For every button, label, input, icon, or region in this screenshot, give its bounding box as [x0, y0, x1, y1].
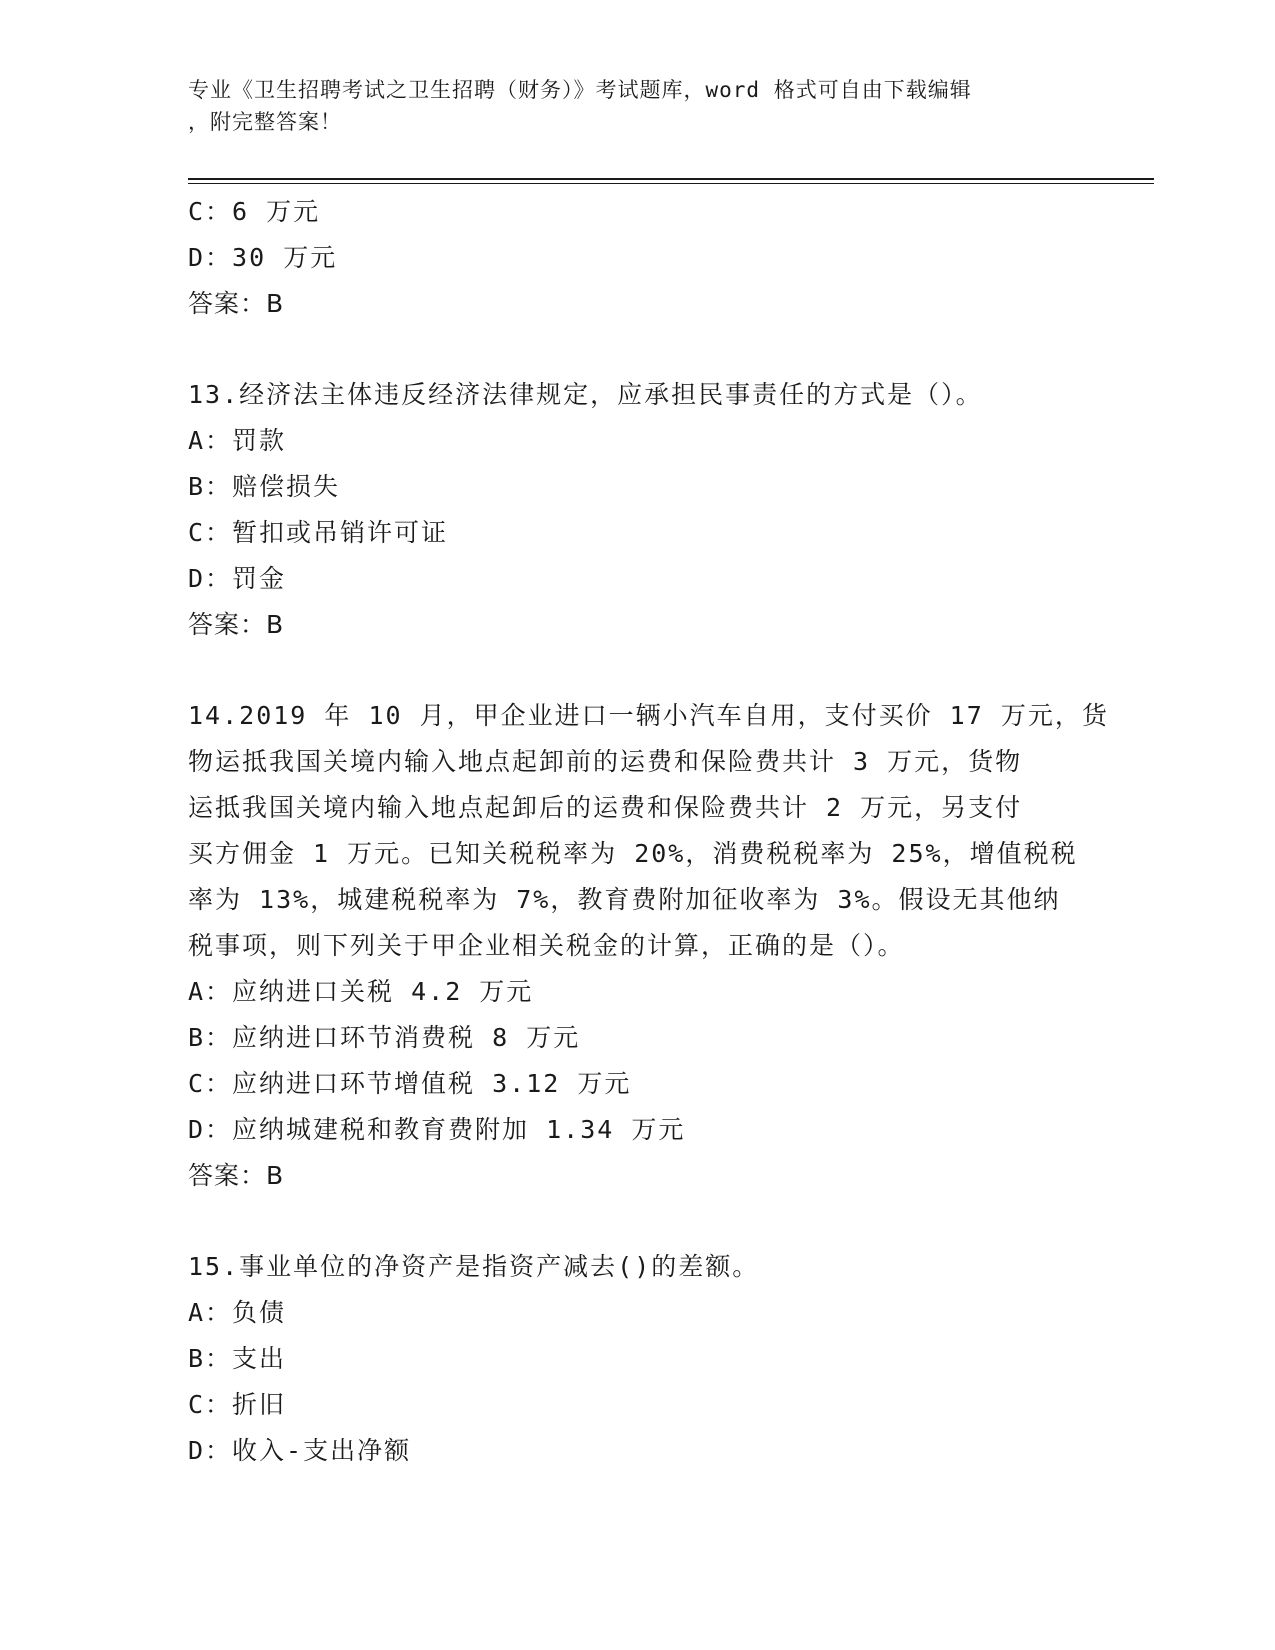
- question-13: [188, 372, 1088, 648]
- question-12-tail: [188, 189, 1088, 327]
- q14-stem-line-3: 运抵我国关境内输入地点起卸后的运费和保险费共计 2 万元，另支付: [188, 793, 1023, 822]
- header-line-1: 专业《卫生招聘考试之卫生招聘（财务）》考试题库，word 格式可自由下载编辑: [188, 78, 972, 102]
- q14-option-d: D：应纳城建税和教育费附加 1.34 万元: [188, 1115, 686, 1144]
- q13-option-b: B：赔偿损失: [188, 472, 341, 501]
- q14-answer: 答案：B: [188, 1161, 285, 1190]
- header-line-2: ，附完整答案！: [188, 110, 342, 134]
- q14-option-c: C：应纳进口环节增值税 3.12 万元: [188, 1069, 632, 1098]
- q15-option-b: B：支出: [188, 1344, 287, 1373]
- q14-option-b: B：应纳进口环节消费税 8 万元: [188, 1023, 581, 1052]
- spacer: [188, 327, 1088, 372]
- spacer: [188, 1199, 1088, 1244]
- question-14: [188, 693, 1109, 1199]
- q14-stem-line-4: 买方佣金 1 万元。已知关税税率为 20%，消费税税率为 25%，增值税税: [188, 839, 1078, 868]
- q13-option-d: D：罚金: [188, 564, 287, 593]
- q14-stem-line-6: 税事项，则下列关于甲企业相关税金的计算，正确的是（）。: [188, 931, 905, 960]
- header-rule-thin: [188, 183, 1154, 184]
- q15-option-c: C：折旧: [188, 1390, 287, 1419]
- q13-option-a: A：罚款: [188, 426, 287, 455]
- q13-answer: 答案：B: [188, 610, 285, 639]
- q15-option-a: A：负债: [188, 1298, 287, 1327]
- q14-stem-line-1: 14.2019 年 10 月，甲企业进口一辆小汽车自用，支付买价 17 万元，货: [188, 701, 1109, 730]
- q14-stem-line-5: 率为 13%，城建税税率为 7%，教育费附加征收率为 3%。假设无其他纳: [188, 885, 1061, 914]
- header-rule-thick: [188, 178, 1154, 180]
- q13-option-c: C：暂扣或吊销许可证: [188, 518, 449, 547]
- q15-stem: 15.事业单位的净资产是指资产减去()的差额。: [188, 1252, 760, 1281]
- q14-stem-line-2: 物运抵我国关境内输入地点起卸前的运费和保险费共计 3 万元，货物: [188, 747, 1023, 776]
- q14-option-a: A：应纳进口关税 4.2 万元: [188, 977, 534, 1006]
- question-list: [188, 189, 1109, 1474]
- q12-answer: 答案：B: [188, 289, 285, 318]
- question-15: [188, 1244, 1088, 1474]
- document-header: [188, 74, 1068, 138]
- q13-stem: 13.经济法主体违反经济法律规定，应承担民事责任的方式是（）。: [188, 380, 983, 409]
- spacer: [188, 648, 1088, 693]
- q15-option-d: D：收入-支出净额: [188, 1436, 412, 1465]
- q12-option-c: C：6 万元: [188, 197, 321, 226]
- q12-option-d: D：30 万元: [188, 243, 338, 272]
